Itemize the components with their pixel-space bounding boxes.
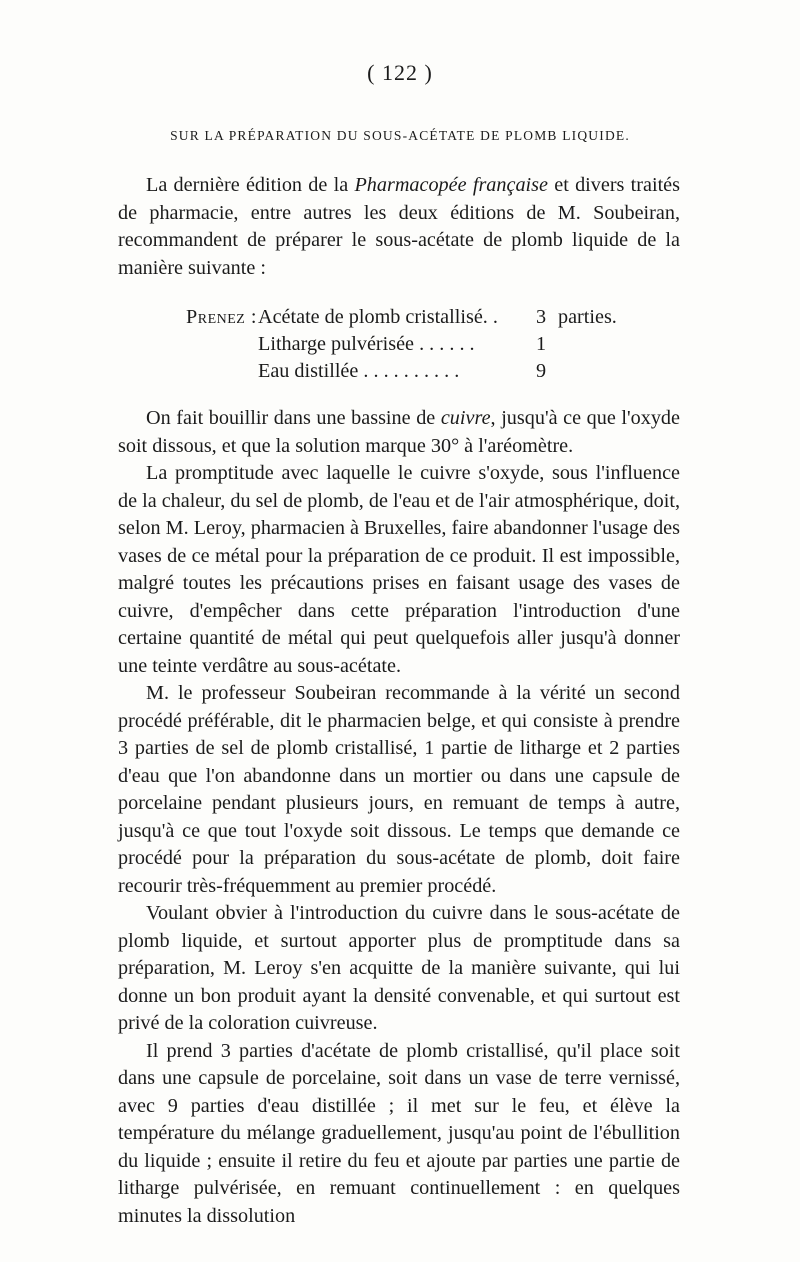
recipe-quantity: 1 — [535, 333, 547, 355]
recipe-row — [186, 358, 680, 385]
recipe-ingredient: Eau distillée . . . . . . . . . . — [258, 360, 460, 382]
p1-text-before: On fait bouillir dans une bassine de — [146, 407, 441, 429]
recipe-row — [186, 331, 680, 358]
intro-text-before: La dernière édition de la — [146, 174, 355, 196]
paragraph-2: La promptitude avec laquelle le cuivre s'oxyde, sous l'influence de la chaleur, du sel de plomb, de l'eau et de l'air atmosphérique, doit, selon M. Leroy, pharmacien à Bruxelles, faire abandonner l'usage des vases de ce métal pour la préparation de ce produit. Il est impossible, malgré toutes les précautions prises en faisant usage des vases de cuivre, d'empêcher dans cette préparation l'introduction d'une certaine quantité de métal qui peut quelquefois aller jusqu'à donner une teinte verdâtre au sous-acétate. — [118, 462, 680, 677]
section-title: SUR LA PRÉPARATION DU SOUS-ACÉTATE DE PLOMB LIQUIDE. — [170, 128, 630, 143]
paragraph-5: Il prend 3 parties d'acétate de plomb cristallisé, qu'il place soit dans une capsule de porcelaine, soit dans un vase de terre vernissé, avec 9 parties d'eau distillée ; il met sur le feu, et élève la température du mélange graduellement, jusqu'au point de l'ébullition du liquide ; ensuite il retire du feu et ajoute par parties une partie de litharge pulvérisée, en remuant continuellement : en quelques minutes la dissolution — [118, 1039, 680, 1227]
p1-italic-word: cuivre — [440, 407, 491, 429]
page-number: ( 122 ) — [367, 60, 433, 85]
article-body — [118, 172, 680, 1230]
recipe-quantity: 3 — [535, 306, 547, 328]
p1-text-after: , jusqu'à ce que l'oxyde soit dissous, et que la solution marque 30° à l'aréomètre. — [118, 407, 680, 457]
paragraph-3: M. le professeur Soubeiran recommande à la vérité un second procédé préférable, dit le pharmacien belge, et qui consiste à prendre 3 parties de sel de plomb cristallisé, 1 partie de litharge et 2 parties d'eau que l'on abandonne dans un mortier ou dans une capsule de porcelaine pendant plusieurs jours, en remuant de temps à autre, jusqu'à ce que tout l'oxyde soit dissous. Le temps que demande ce procédé pour la préparation du sous-acétate de plomb, doit faire recourir très-fréquemment au premier procédé. — [118, 682, 680, 897]
paragraph-4: Voulant obvier à l'introduction du cuivre dans le sous-acétate de plomb liquide, et surtout apporter plus de promptitude dans sa préparation, M. Leroy s'en acquitte de la manière suivante, qui lui donne un bon produit ayant la densité convenable, et qui surtout est privé de la coloration cuivreuse. — [118, 902, 680, 1034]
recipe-ingredient: Litharge pulvérisée . . . . . . — [258, 333, 475, 355]
paragraph-1 — [118, 405, 680, 460]
recipe-ingredient: Acétate de plomb cristallisé. . — [258, 306, 498, 328]
recipe-label: Prenez : — [186, 306, 257, 328]
recipe-block — [186, 304, 680, 385]
intro-text-after: et divers traités de pharmacie, entre autres les deux éditions de M. Soubeiran, recommandent de préparer le sous-acétate de plomb liquide de la manière suivante : — [118, 174, 681, 279]
recipe-quantity: 9 — [535, 360, 547, 382]
recipe-unit: parties. — [558, 306, 617, 328]
recipe-row — [186, 304, 680, 331]
intro-paragraph — [118, 172, 680, 282]
intro-italic-title: Pharmacopée française — [354, 174, 548, 196]
